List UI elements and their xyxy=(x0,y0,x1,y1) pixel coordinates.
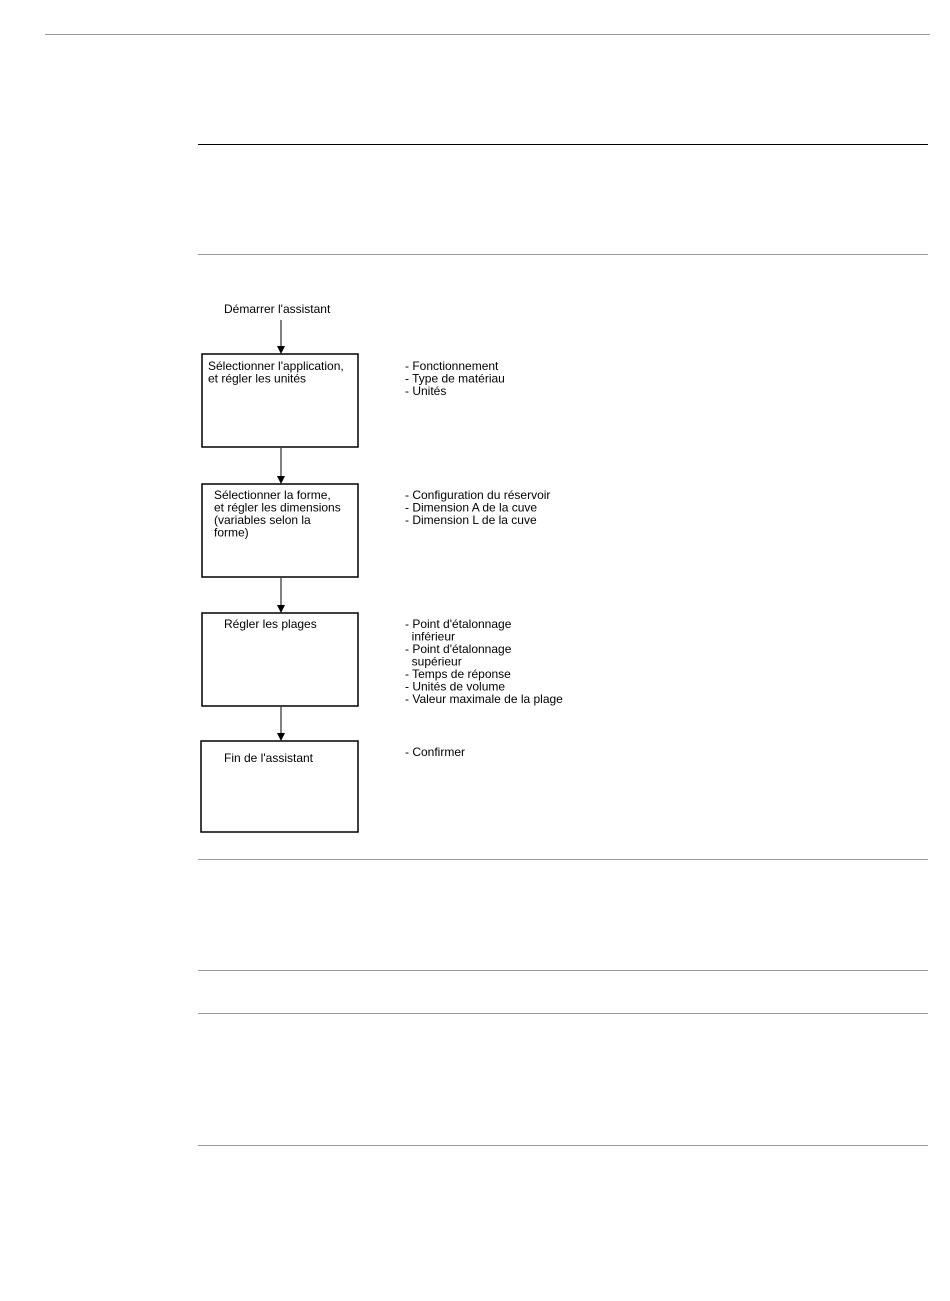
step-box-text: Fin de l'assistant xyxy=(224,751,313,765)
step-params: - Configuration du réservoir - Dimension A de la cuve - Dimension L de la cuve xyxy=(405,488,551,527)
start-label: Démarrer l'assistant xyxy=(224,302,331,316)
step-box-text: Sélectionner la forme, et régler les dimensions (variables selon la forme) xyxy=(214,488,341,540)
step-params: - Confirmer xyxy=(405,745,466,759)
step-params: - Point d'étalonnage inférieur - Point d'étalonnage supérieur - Temps de réponse - Unités de volume - Valeur maximale de la plage xyxy=(405,617,563,706)
step-box-text: Régler les plages xyxy=(224,617,317,631)
step-params: - Fonctionnement - Type de matériau - Unités xyxy=(405,359,505,398)
step-box-text: Sélectionner l'application, et régler les unités xyxy=(208,359,344,386)
